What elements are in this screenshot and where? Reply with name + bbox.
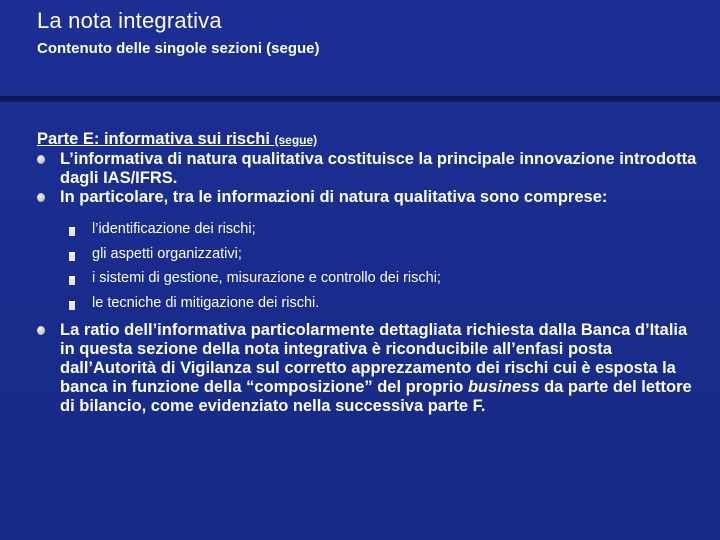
section-heading-suffix: (segue): [274, 133, 318, 147]
sub-bullet-text: gli aspetti organizzativi;: [92, 245, 242, 262]
sub-bullet-dash-icon: [69, 252, 75, 261]
bullet-text: In particolare, tra le informazioni di natura qualitativa sono comprese:: [60, 188, 608, 206]
bullet-item-conclusion: [37, 321, 697, 416]
header-divider: [0, 96, 720, 102]
sub-bullet-text: le tecniche di mitigazione dei rischi.: [92, 294, 320, 311]
sub-bullet-item: [67, 266, 697, 291]
conclusion-text-after: da parte del lettore di bilancio, come evidenziato nella successiva parte F.: [60, 378, 692, 415]
section-heading: [37, 130, 697, 150]
sub-bullet-item: [67, 242, 697, 267]
bullet-dot-icon: [37, 326, 45, 335]
conclusion-text-before: La ratio dell’informativa particolarmente dettagliata richiesta dalla Banca d’Italia in questa sezione della nota integrativa è riconducibile all’enfasi posta dall’Autorità di Vigilanza sul corretto apprezzamento dei rischi cui è esposta la banca in funzione della “composizione” del proprio: [60, 321, 688, 396]
sub-bullet-text: i sistemi di gestione, misurazione e controllo dei rischi;: [92, 270, 441, 286]
bullet-item: [37, 188, 697, 207]
sub-bullet-list: [37, 217, 697, 315]
sub-bullet-item: [67, 291, 697, 316]
bullet-text: L’informativa di natura qualitativa costituisce la principale innovazione introdotta dagli IAS/IFRS.: [60, 150, 697, 187]
slide-subtitle: Contenuto delle singole sezioni (segue): [37, 40, 320, 57]
sub-bullet-dash-icon: [69, 227, 75, 236]
bullet-dot-icon: [37, 155, 45, 164]
slide-title: La nota integrativa: [37, 8, 222, 33]
sub-bullet-dash-icon: [69, 276, 75, 285]
sub-bullet-item: [67, 217, 697, 242]
sub-bullet-text: l’identificazione dei rischi;: [92, 221, 256, 237]
sub-bullet-dash-icon: [69, 301, 75, 310]
conclusion-emphasis: business: [467, 378, 540, 396]
slide-body: [37, 130, 697, 416]
section-heading-text: Parte E: informativa sui rischi: [37, 130, 275, 148]
bullet-dot-icon: [37, 193, 45, 202]
bullet-item: [37, 150, 697, 188]
